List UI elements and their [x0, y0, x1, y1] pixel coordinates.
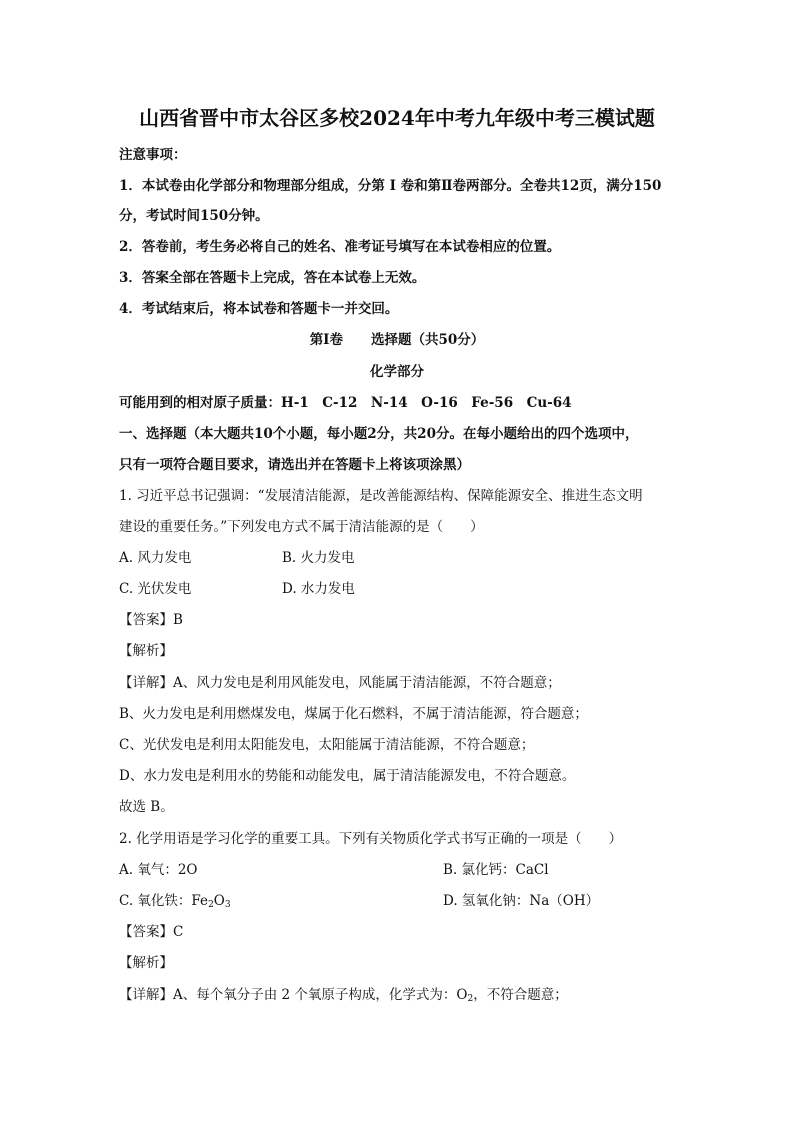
q1-option-a: A. 风力发电	[119, 550, 192, 566]
q2-answer: 【答案】C	[119, 924, 184, 940]
q1-detail-b: B、火力发电是利用燃煤发电，煤属于化石燃料，不属于清洁能源，符合题意；	[119, 706, 588, 722]
q1-detail-a: 【详解】A、风力发电是利用风能发电，风能属于清洁能源，不符合题意；	[119, 675, 561, 691]
notice-heading: 注意事项：	[119, 147, 187, 163]
q2-stem: 2. 化学用语是学习化学的重要工具。下列有关物质化学式书写正确的一项是（ ）	[119, 831, 623, 847]
q1-stem-1: 1. 习近平总书记强调：“发展清洁能源，是改善能源结构、保障能源安全、推进生态文明	[119, 488, 643, 504]
notice-item-3: 3．答案全部在答题卡上完成，答在本试卷上无效。	[119, 270, 426, 286]
notice-item-4: 4．考试结束后，将本试卷和答题卡一并交回。	[119, 301, 399, 317]
atomic-mass-line: 可能用到的相对原子质量：H-1 C-12 N-14 O-16 Fe-56 Cu-64	[119, 395, 572, 411]
q2-detail-a-sub: 2	[467, 994, 474, 1004]
q2-detail-a-text: 【详解】A、每个氧分子由 2 个氧原子构成，化学式为：O	[119, 987, 468, 1003]
q1-stem-2: 建设的重要任务。”下列发电方式不属于清洁能源的是（ ）	[119, 519, 484, 535]
q2-detail-a-suffix: ，不符合题意；	[473, 987, 568, 1003]
q1-analysis-label: 【解析】	[119, 643, 173, 659]
section-instructions-1: 一、选择题（本大题共10个小题，每小题2分，共20分。在每小题给出的四个选项中，	[119, 426, 639, 442]
q1-option-b: B. 火力发电	[282, 550, 355, 566]
part-heading: 化学部分	[370, 364, 424, 380]
notice-item-1: 1．本试卷由化学部分和物理部分组成，分第 I 卷和第Ⅱ卷两部分。全卷共12页，满分150	[119, 178, 662, 194]
q2-option-d: D. 氢氧化钠：Na（OH）	[443, 893, 600, 909]
q2-option-c-sub1: 2	[208, 900, 214, 910]
volume-desc: 选择题（共50分）	[371, 332, 485, 348]
q2-detail-a	[119, 985, 568, 1009]
volume-label: 第Ⅰ卷	[309, 332, 344, 348]
q1-answer: 【答案】B	[119, 612, 183, 628]
q2-option-c-mid: O	[213, 893, 225, 909]
q1-detail-d: D、水力发电是利用水的势能和动能发电，属于清洁能源发电，不符合题意。	[119, 768, 576, 784]
notice-item-2: 2．答卷前，考生务必将自己的姓名、准考证号填写在本试卷相应的位置。	[119, 239, 561, 255]
q2-option-b: B. 氯化钙：CaCl	[443, 862, 549, 878]
page-title: 山西省晋中市太谷区多校2024年中考九年级中考三模试题	[139, 106, 655, 130]
q1-option-c: C. 光伏发电	[119, 581, 192, 597]
q2-option-a: A. 氧气：2O	[119, 862, 198, 878]
q2-option-c-sub2: 3	[224, 900, 231, 910]
section-instructions-2: 只有一项符合题目要求，请选出并在答题卡上将该项涂黑）	[119, 457, 470, 473]
q2-option-c	[119, 891, 231, 915]
q2-analysis-label: 【解析】	[119, 955, 173, 971]
notice-item-1-cont: 分，考试时间150分钟。	[119, 208, 269, 224]
q1-conclusion: 故选 B。	[119, 799, 174, 815]
q1-option-d: D. 水力发电	[282, 581, 355, 597]
q2-option-c-text: C. 氧化铁：Fe	[119, 893, 209, 909]
q1-detail-c: C、光伏发电是利用太阳能发电，太阳能属于清洁能源，不符合题意；	[119, 737, 535, 753]
volume-heading	[0, 330, 794, 350]
